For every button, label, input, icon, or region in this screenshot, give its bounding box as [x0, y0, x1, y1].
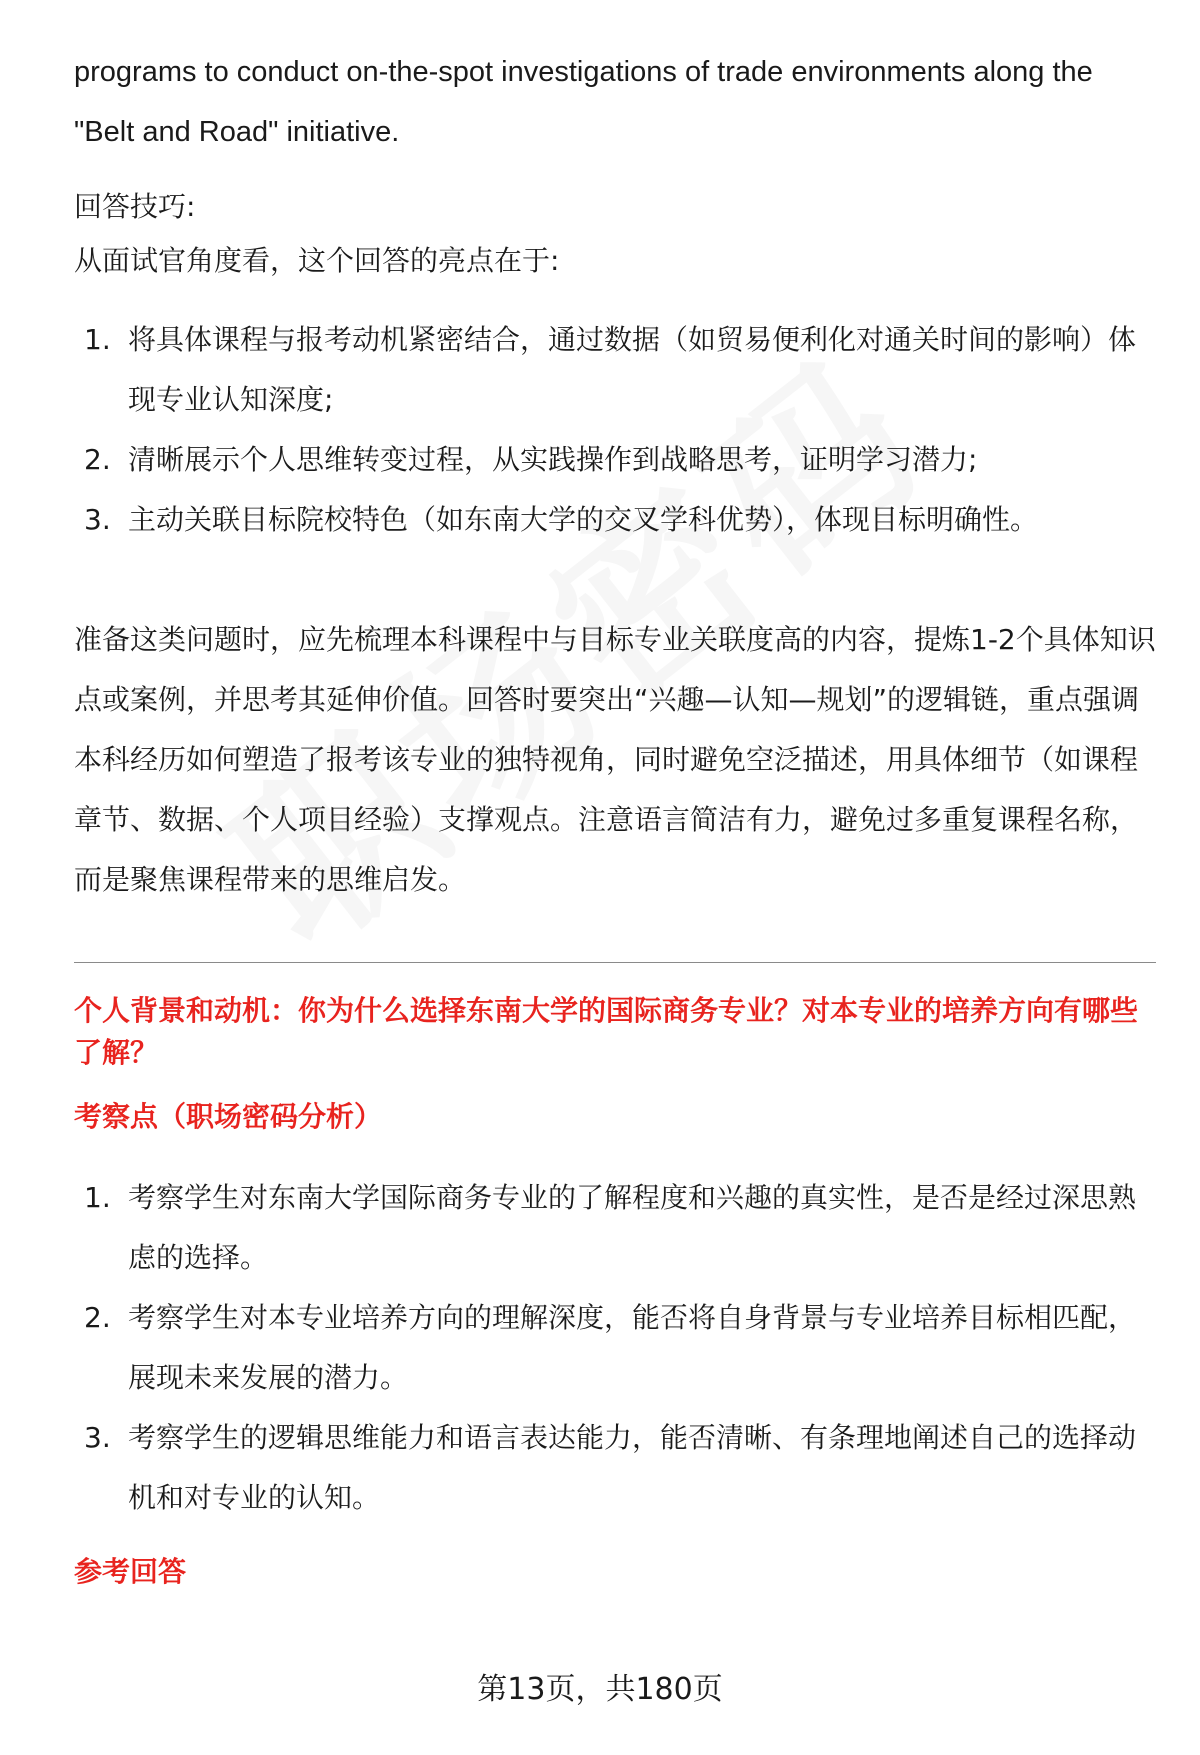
assessment-points-list [74, 1168, 1156, 1528]
list-item-text: 考察学生对本专业培养方向的理解深度，能否将自身背景与专业培养目标相匹配，展现未来发展的潜力。 [128, 1301, 1137, 1394]
list-item-text: 清晰展示个人思维转变过程，从实践操作到战略思考，证明学习潜力; [128, 443, 978, 476]
page-number-footer: 第13页，共180页 [477, 1672, 723, 1707]
section-divider [74, 962, 1156, 963]
tips-intro: 从面试官角度看，这个回答的亮点在于: [74, 244, 560, 277]
list-item-text: 考察学生对东南大学国际商务专业的了解程度和兴趣的真实性，是否是经过深思熟虑的选择。 [128, 1181, 1137, 1274]
list-item [74, 490, 1156, 550]
tips-label: 回答技巧: [74, 190, 196, 223]
list-item-text: 考察学生的逻辑思维能力和语言表达能力，能否清晰、有条理地阐述自己的选择动机和对专业的认知。 [128, 1421, 1137, 1514]
tips-list [74, 310, 1156, 550]
list-number: 2. [84, 443, 111, 476]
list-number: 1. [84, 1181, 111, 1214]
list-item [74, 310, 1156, 430]
intro-english-paragraph: programs to conduct on-the-spot investigations of trade environments along the "Belt and Road" initiative. [74, 56, 1093, 148]
list-number: 3. [84, 503, 111, 536]
list-number: 3. [84, 1421, 111, 1454]
list-item [74, 1288, 1156, 1408]
question-heading: 个人背景和动机：你为什么选择东南大学的国际商务专业？对本专业的培养方向有哪些了解？ [74, 994, 1139, 1069]
reference-answer-heading: 参考回答 [74, 1555, 187, 1588]
list-item [74, 1168, 1156, 1288]
list-item-text: 主动关联目标院校特色（如东南大学的交叉学科优势），体现目标明确性。 [128, 503, 1039, 536]
list-number: 2. [84, 1301, 111, 1334]
list-item [74, 1408, 1156, 1528]
assessment-points-heading: 考察点（职场密码分析） [74, 1100, 383, 1133]
preparation-paragraph: 准备这类问题时，应先梳理本科课程中与目标专业关联度高的内容，提炼1-2个具体知识点或案例，并思考其延伸价值。回答时要突出“兴趣—认知—规划”的逻辑链，重点强调本科经历如何塑造了报考该专业的独特视角，同时避免空泛描述，用具体细节（如课程章节、数据、个人项目经验）支撑观点。注意语言简洁有力，避免过多重复课程名称，而是聚焦课程带来的思维启发。 [74, 623, 1156, 896]
list-item-text: 将具体课程与报考动机紧密结合，通过数据（如贸易便利化对通关时间的影响）体现专业认知深度; [128, 323, 1137, 416]
document-page [74, 0, 1156, 1755]
list-number: 1. [84, 323, 111, 356]
list-item [74, 430, 1156, 490]
